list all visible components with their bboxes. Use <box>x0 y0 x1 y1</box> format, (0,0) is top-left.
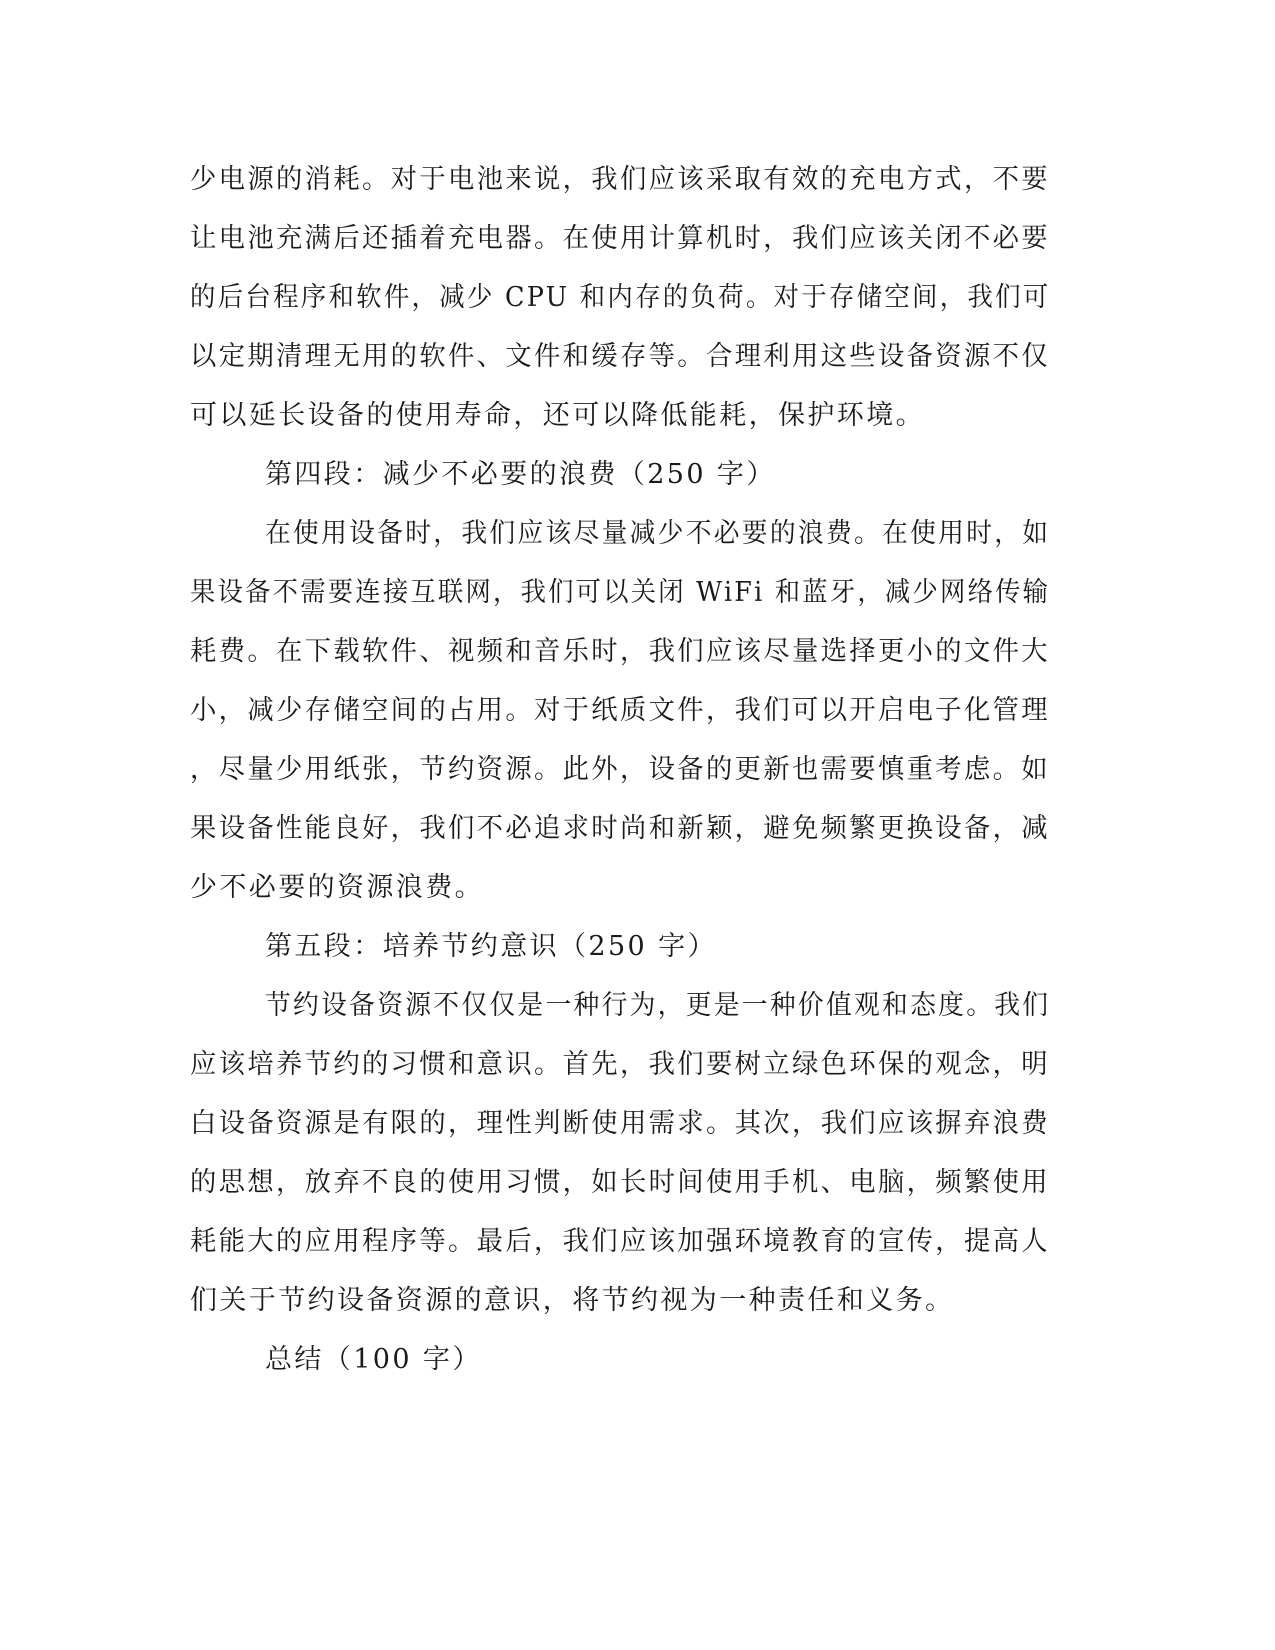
text-line: 少电源的消耗。对于电池来说，我们应该采取有效的充电方式，不要 <box>190 164 1050 195</box>
section-heading-5: 第五段：培养节约意识（250 字） <box>265 931 717 962</box>
text-line: ，尽量少用纸张，节约资源。此外，设备的更新也需要慎重考虑。如 <box>190 754 1050 785</box>
text-line: 少不必要的资源浪费。 <box>190 872 484 903</box>
text-line: 耗费。在下载软件、视频和音乐时，我们应该尽量选择更小的文件大 <box>190 636 1050 667</box>
text-line: 的后台程序和软件，减少 CPU 和内存的负荷。对于存储空间，我们可 <box>190 282 1051 313</box>
text-line: 白设备资源是有限的，理性判断使用需求。其次，我们应该摒弃浪费 <box>190 1108 1050 1139</box>
text-line: 小，减少存储空间的占用。对于纸质文件，我们可以开启电子化管理 <box>190 695 1050 726</box>
text-line: 耗能大的应用程序等。最后，我们应该加强环境教育的宣传，提高人 <box>190 1226 1050 1257</box>
text-line: 们关于节约设备资源的意识，将节约视为一种责任和义务。 <box>190 1285 955 1316</box>
section-heading-4: 第四段：减少不必要的浪费（250 字） <box>265 459 776 490</box>
text-line: 果设备不需要连接互联网，我们可以关闭 WiFi 和蓝牙，减少网络传输 <box>190 577 1051 608</box>
text-line: 应该培养节约的习惯和意识。首先，我们要树立绿色环保的观念，明 <box>190 1049 1050 1080</box>
text-line: 果设备性能良好，我们不必追求时尚和新颖，避免频繁更换设备，减 <box>190 813 1050 844</box>
text-line: 的思想，放弃不良的使用习惯，如长时间使用手机、电脑，频繁使用 <box>190 1167 1050 1198</box>
text-line: 以定期清理无用的软件、文件和缓存等。合理利用这些设备资源不仅 <box>190 341 1050 372</box>
text-line: 节约设备资源不仅仅是一种行为，更是一种价值观和态度。我们 <box>265 990 1051 1021</box>
section-heading-summary: 总结（100 字） <box>265 1344 482 1375</box>
text-line: 在使用设备时，我们应该尽量减少不必要的浪费。在使用时，如 <box>265 518 1051 549</box>
text-line: 让电池充满后还插着充电器。在使用计算机时，我们应该关闭不必要 <box>190 223 1050 254</box>
text-line: 可以延长设备的使用寿命，还可以降低能耗，保护环境。 <box>190 400 925 431</box>
